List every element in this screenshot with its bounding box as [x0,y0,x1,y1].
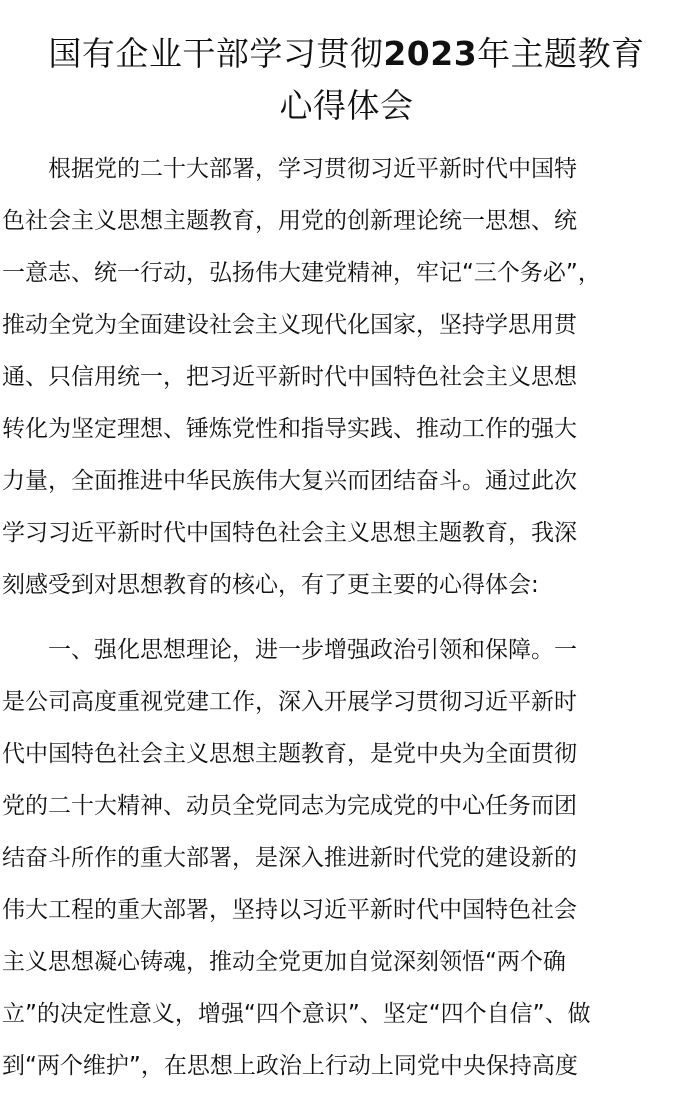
document-title [0,28,693,132]
title-text: 国有企业干部学习贯彻 [48,34,384,73]
paragraph-line: 学习习近平新时代中国特色社会主义思想主题教育，我深 [2,520,577,546]
paragraph-line: 代中国特色社会主义思想主题教育，是党中央为全面贯彻 [2,741,577,767]
paragraph-line: 通、只信用统一，把习近平新时代中国特色社会主义思想 [2,364,577,390]
paragraph-line: 推动全党为全面建设社会主义现代化国家，坚持学思用贯 [2,312,577,338]
paragraph-line: 根据党的二十大部署，学习贯彻习近平新时代中国特 [2,156,577,182]
paragraph-line: 党的二十大精神、动员全党同志为完成党的中心任务而团 [2,793,577,819]
paragraph-line: 刻感受到对思想教育的核心，有了更主要的心得体会: [2,572,539,598]
title-line-2: 心得体会 [279,86,414,125]
paragraph-line: 力量，全面推进中华民族伟大复兴而团结奋斗。通过此次 [2,468,577,494]
paragraph-line: 转化为坚定理想、锤炼党性和指导实践、推动工作的强大 [2,416,577,442]
title-text-suffix: 年主题教育 [477,34,645,73]
paragraph-line: 伟大工程的重大部署，坚持以习近平新时代中国特色社会 [2,897,577,923]
paragraph-line: 立”的决定性意义，增强“四个意识”、坚定“四个自信”、做 [2,1001,591,1027]
title-year: 2023 [383,34,478,73]
paragraph-line: 是公司高度重视党建工作，深入开展学习贯彻习近平新时 [2,689,577,715]
paragraph-line: 一意志、统一行动，弘扬伟大建党精神，牢记“三个务必”， [2,260,601,286]
paragraph-line: 色社会主义思想主题教育，用党的创新理论统一思想、统 [2,208,577,234]
paragraph-line: 一、强化思想理论，进一步增强政治引领和保障。一 [2,637,577,663]
paragraph-line: 主义思想凝心铸魂，推动全党更加自觉深刻领悟“两个确 [2,949,566,975]
paragraph-line: 结奋斗所作的重大部署，是深入推进新时代党的建设新的 [2,845,577,871]
paragraph-line: 到“两个维护”，在思想上政治上行动上同党中央保持高度 [2,1053,578,1079]
